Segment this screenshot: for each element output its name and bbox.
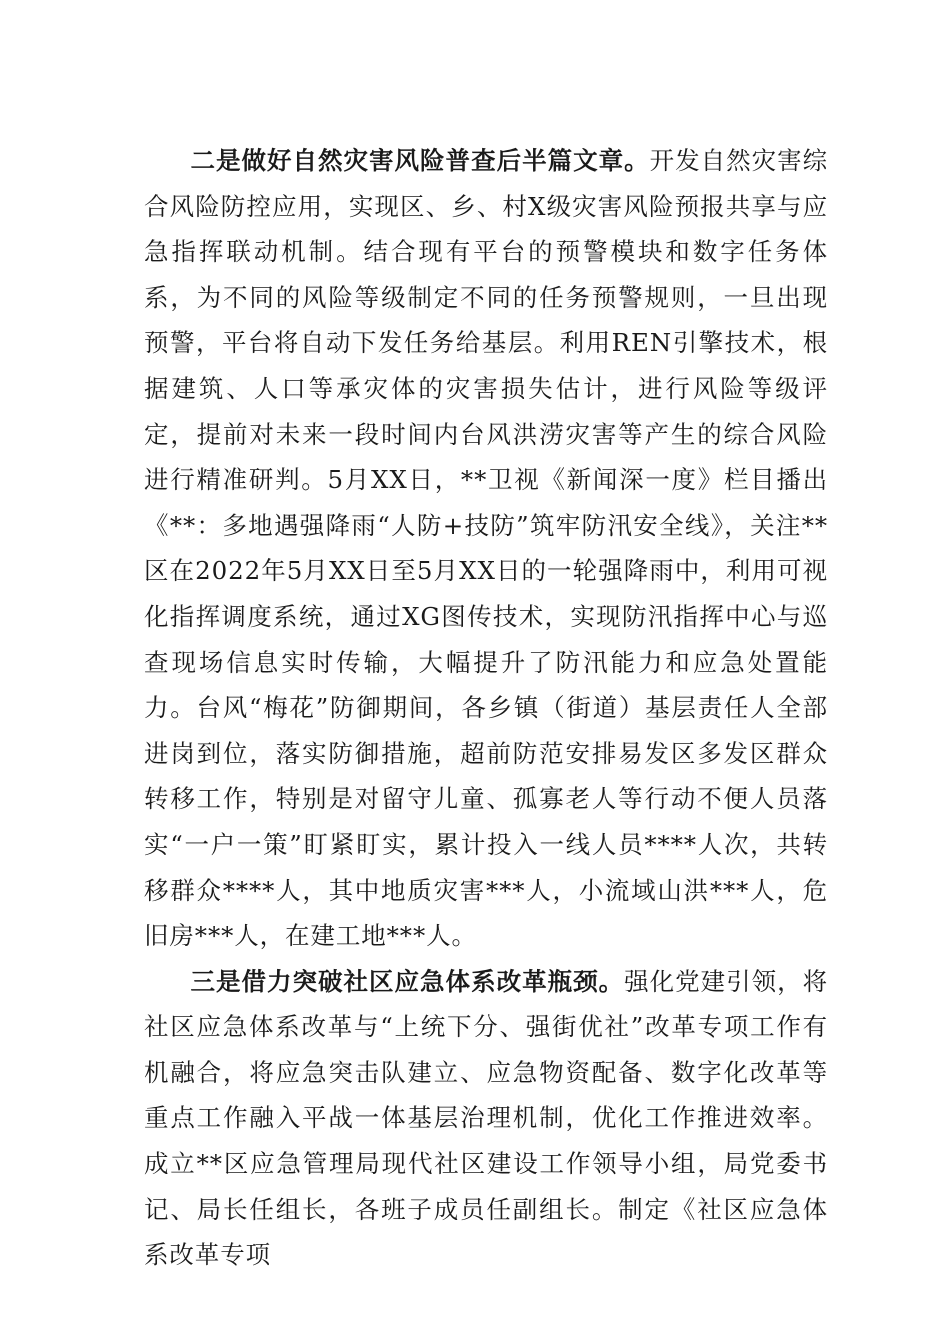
paragraph-body: 强化党建引领，将社区应急体系改革与“上统下分、强街优社”改革专项工作有机融合，将应急突击队建立、应急物资配备、数字化改革等重点工作融入平战一体基层治理机制，优化工作推进效率。成立**区应急管理局现代社区建设工作领导小组，局党委书记、局长任组长，各班子成员任副组长。制定《社区应急体系改革专项: [144, 966, 828, 1270]
paragraph-community-emergency-reform: [144, 959, 828, 1278]
paragraph-natural-disaster-survey: [144, 138, 828, 959]
paragraph-body: 开发自然灾害综合风险防控应用，实现区、乡、村X级灾害风险预报共享与应急指挥联动机制。结合现有平台的预警模块和数字任务体系，为不同的风险等级制定不同的任务预警规则，一旦出现预警，平台将自动下发任务给基层。利用REN引擎技术，根据建筑、人口等承灾体的灾害损失估计，进行风险等级评定，提前对未来一段时间内台风洪涝灾害等产生的综合风险进行精准研判。5月XX日，**卫视《新闻深一度》栏目播出《**：多地遇强降雨“人防+技防”筑牢防汛安全线》，关注**区在2022年5月XX日至5月XX日的一轮强降雨中，利用可视化指挥调度系统，通过XG图传技术，实现防汛指挥中心与巡查现场信息实时传输，大幅提升了防汛能力和应急处置能力。台风“梅花”防御期间，各乡镇（街道）基层责任人全部进岗到位，落实防御措施，超前防范安排易发区多发区群众转移工作，特别是对留守儿童、孤寡老人等行动不便人员落实“一户一策”盯紧盯实，累计投入一线人员****人次，共转移群众****人，其中地质灾害***人，小流域山洪***人，危旧房***人，在建工地***人。: [144, 146, 828, 951]
document-body: [144, 138, 828, 1278]
paragraph-lead: 三是借力突破社区应急体系改革瓶颈。: [190, 966, 625, 996]
paragraph-lead: 二是做好自然灾害风险普查后半篇文章。: [190, 146, 650, 175]
